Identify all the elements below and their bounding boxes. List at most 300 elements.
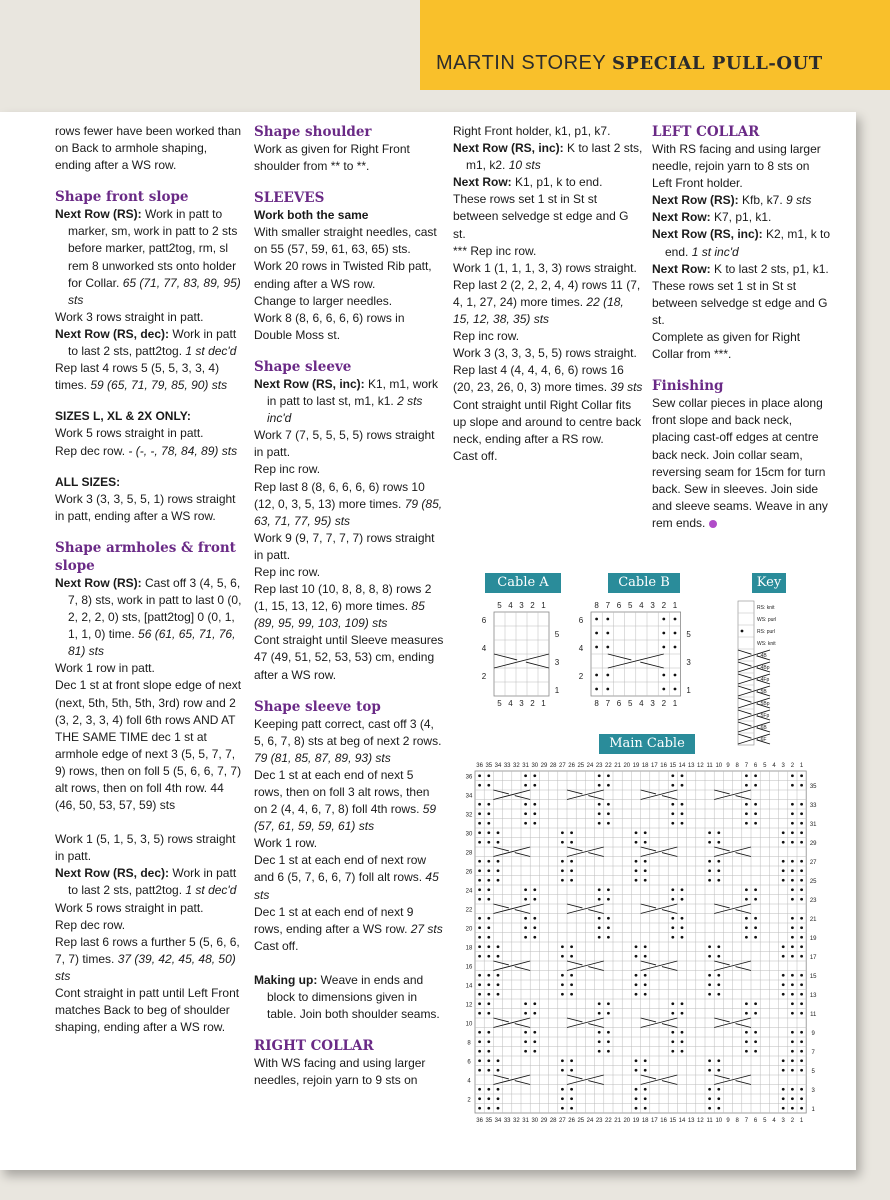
cable-a-column-number: 3 [519,601,524,610]
main-cable-purl-dot [570,879,573,882]
stitch-count: 2 sts inc'd [267,394,423,426]
main-cable-purl-dot [607,1040,610,1043]
sub-heading: SIZES L, XL & 2X ONLY: [55,409,191,424]
main-cable-purl-dot [800,1050,803,1053]
main-cable-purl-dot [635,869,638,872]
main-cable-purl-dot [800,955,803,958]
main-cable-purl-dot [782,860,785,863]
key-symbol-label: C5B [757,689,767,695]
main-cable-row-number: 32 [465,812,473,819]
main-cable-purl-dot [708,1088,711,1091]
main-cable-purl-dot [533,888,536,891]
stitch-count: 22 (18, 15, 12, 38, 35) sts [453,294,624,327]
main-cable-purl-dot [497,831,500,834]
main-cable-purl-dot [681,822,684,825]
main-cable-column-number: 29 [540,1118,548,1124]
main-cable-purl-dot [561,974,564,977]
main-cable-purl-dot [754,898,757,901]
main-cable-purl-dot [487,945,490,948]
instruction-label: Next Row (RS): [55,207,142,222]
main-cable-purl-dot [791,983,794,986]
main-cable-purl-dot [671,926,674,929]
main-cable-purl-dot [598,936,601,939]
main-cable-purl-dot [791,1088,794,1091]
instruction-body: Cast off. [453,448,498,463]
main-cable-purl-dot [524,888,527,891]
cable-b-column-number: 2 [661,699,667,708]
cable-b-column-number: 8 [594,699,599,708]
main-cable-purl-dot [800,936,803,939]
main-cable-purl-dot [791,1059,794,1062]
main-cable-purl-dot [635,879,638,882]
instruction-label: Next Row: [453,175,512,190]
main-cable-column-number: 18 [641,1118,649,1124]
main-cable-purl-dot [754,774,757,777]
cable-a-label: Cable A [485,573,561,593]
main-cable-purl-dot [635,1059,638,1062]
main-cable-purl-dot [497,1107,500,1110]
instruction-body: Rep last 4 (4, 4, 4, 6, 6) rows 16 (20, 23, 26, 0, 3) more times. [453,363,624,395]
main-cable-purl-dot [533,1040,536,1043]
main-cable-purl-dot [791,879,794,882]
main-cable-row-number: 31 [809,822,817,829]
main-cable-row-number: 5 [811,1069,815,1076]
main-cable-purl-dot [800,993,803,996]
main-cable-purl-dot [533,1012,536,1015]
main-cable-row-number: 13 [809,993,817,1000]
main-cable-row-number: 30 [465,831,473,838]
main-cable-column-number: 12 [697,763,704,769]
main-cable-purl-dot [487,888,490,891]
main-cable-column-number: 34 [494,763,502,769]
stitch-count: 1 st inc'd [691,244,739,259]
cable-b-label: Cable B [608,573,680,593]
main-cable-purl-dot [561,1059,564,1062]
main-cable-column-number: 35 [485,1118,493,1124]
main-cable-purl-dot [478,1107,481,1110]
main-cable-purl-dot [561,860,564,863]
main-cable-column-number: 6 [753,763,758,769]
key-symbol-label: C5Fp [757,713,770,719]
main-cable-purl-dot [607,803,610,806]
main-cable-purl-dot [708,831,711,834]
main-cable-row-number: 20 [465,926,473,933]
key-symbol-label: C4Bp [757,665,770,671]
main-cable-column-number: 31 [522,1118,529,1124]
key-symbol-label: C4Fp [757,677,770,683]
cable-a-column-number: 3 [519,699,524,708]
main-cable-purl-dot [671,917,674,920]
main-cable-purl-dot [754,1002,757,1005]
cable-b-row-number: 4 [578,644,584,654]
main-cable-column-number: 18 [641,763,649,769]
stitch-count: 56 (61, 65, 71, 76, 81) sts [68,627,236,659]
main-cable-purl-dot [607,1050,610,1053]
instruction-body: With WS facing and using larger needles, rejoin yarn to 9 sts on [254,1056,426,1088]
instruction-label: Next Row (RS, dec): [55,866,170,881]
main-cable-purl-dot [800,841,803,844]
cable-b-column-number: 8 [594,601,599,610]
main-cable-column-number: 24 [586,1118,594,1124]
main-cable-purl-dot [524,917,527,920]
cable-b-purl-dot [595,674,598,677]
cable-b-purl-dot [606,632,609,635]
main-cable-purl-dot [497,1069,500,1072]
main-cable-column-number: 5 [763,1118,767,1124]
main-cable-column-number: 3 [781,1118,785,1124]
main-cable-purl-dot [487,1097,490,1100]
main-cable-purl-dot [782,879,785,882]
key-symbol-label: C4B [757,653,767,659]
main-cable-purl-dot [561,841,564,844]
main-cable-purl-dot [800,1088,803,1091]
main-cable-purl-dot [487,822,490,825]
instruction-label: Next Row (RS, dec): [55,326,170,341]
main-cable-purl-dot [570,1097,573,1100]
main-cable-column-number: 17 [651,763,658,769]
main-cable-purl-dot [607,812,610,815]
main-cable-purl-dot [745,1050,748,1053]
main-cable-column-number: 8 [735,763,739,769]
main-cable-purl-dot [754,936,757,939]
main-cable-purl-dot [791,1069,794,1072]
main-cable-column-number: 10 [715,1118,723,1124]
main-cable-purl-dot [561,945,564,948]
instruction-body: K to last 2 sts, m1, k2. [466,141,643,173]
instruction-body: Change to larger needles. [254,293,393,308]
instruction-body: Work 20 rows in Twisted Rib patt, ending after a WS row. [254,259,432,291]
main-cable-purl-dot [487,803,490,806]
main-cable-row-number: 4 [467,1078,471,1085]
main-cable-purl-dot [717,1059,720,1062]
main-cable-purl-dot [791,1097,794,1100]
main-cable-purl-dot [644,879,647,882]
main-cable-purl-dot [708,945,711,948]
instruction-body: Work in patt to marker, sm, work in patt to 2 sts before marker, patt2tog, rm, sl rem 8 unworked sts onto holder for Collar. [68,207,238,290]
main-cable-purl-dot [671,812,674,815]
main-cable-purl-dot [607,1002,610,1005]
main-cable-purl-dot [570,955,573,958]
cable-b-purl-dot [606,674,609,677]
section-heading: Shape armholes & front slope [55,539,236,574]
instruction-body: Rep last 2 (2, 2, 2, 4, 4) rows 11 (7, 4, 1, 27, 24) more times. [453,277,641,309]
main-cable-purl-dot [570,945,573,948]
main-cable-purl-dot [800,917,803,920]
main-cable-purl-dot [598,1012,601,1015]
main-cable-purl-dot [561,1088,564,1091]
main-cable-label: Main Cable [599,734,695,754]
main-cable-purl-dot [800,1002,803,1005]
main-cable-purl-dot [524,1012,527,1015]
main-cable-purl-dot [800,803,803,806]
main-cable-purl-dot [717,983,720,986]
main-cable-purl-dot [754,1031,757,1034]
main-cable-column-number: 11 [706,763,713,769]
main-cable-purl-dot [800,812,803,815]
instruction-body: Rep dec row. [55,443,129,458]
main-cable-column-number: 30 [531,1118,539,1124]
cable-b-row-number: 6 [578,616,584,626]
main-cable-purl-dot [800,945,803,948]
main-cable-purl-dot [524,898,527,901]
section-heading: SLEEVES [254,190,325,207]
main-cable-purl-dot [754,1040,757,1043]
main-cable-purl-dot [791,1040,794,1043]
main-cable-column-number: 16 [660,1118,667,1124]
main-cable-purl-dot [570,841,573,844]
main-cable-purl-dot [644,1069,647,1072]
main-cable-purl-dot [478,898,481,901]
main-cable-purl-dot [791,936,794,939]
cable-b-purl-dot [674,688,677,691]
main-cable-purl-dot [533,812,536,815]
main-cable-row-number: 14 [465,983,473,990]
main-cable-purl-dot [791,774,794,777]
instruction-label: Next Row (RS, inc): [453,141,564,156]
main-cable-column-number: 25 [577,1118,585,1124]
instruction-label: Next Row (RS, inc): [254,376,365,391]
main-cable-purl-dot [478,774,481,777]
main-cable-row-number: 33 [809,803,817,810]
main-cable-column-number: 4 [772,1118,776,1124]
main-cable-purl-dot [635,993,638,996]
main-cable-column-number: 13 [687,763,695,769]
cable-b-column-number: 5 [627,601,633,610]
main-cable-row-number: 15 [809,974,817,981]
main-cable-purl-dot [607,1031,610,1034]
main-cable-purl-dot [745,888,748,891]
main-cable-purl-dot [708,993,711,996]
main-cable-purl-dot [524,1050,527,1053]
main-cable-purl-dot [561,1097,564,1100]
main-cable-purl-dot [717,1088,720,1091]
instruction-body: Rep last 10 (10, 8, 8, 8, 8) rows 2 (1, 15, 13, 12, 6) more times. [254,582,432,614]
main-cable-column-number: 14 [678,763,686,769]
main-cable-column-number: 24 [586,763,594,769]
cable-b-purl-dot [662,688,665,691]
main-cable-purl-dot [478,1050,481,1053]
main-cable-column-number: 32 [513,763,520,769]
main-cable-purl-dot [791,1107,794,1110]
instruction-body: Cont straight in patt until Left Front matches Back to beg of shoulder shaping, ending after a WS row. [55,986,240,1035]
main-cable-purl-dot [497,841,500,844]
cable-b-column-number: 3 [650,601,655,610]
main-cable-purl-dot [745,1012,748,1015]
main-cable-purl-dot [598,812,601,815]
main-cable-purl-dot [791,1050,794,1053]
main-cable-row-number: 26 [465,869,473,876]
cable-a-column-number: 4 [508,699,513,708]
key-symbol-label: RS: purl [757,629,776,635]
stitch-count: 79 (81, 85, 87, 89, 93) sts [254,750,391,765]
main-cable-purl-dot [533,822,536,825]
cable-b-column-number: 7 [605,601,611,610]
instruction-label: Making up: [254,972,318,987]
cable-b-purl-dot [595,618,598,621]
main-cable-column-number: 3 [781,763,785,769]
main-cable-purl-dot [533,1050,536,1053]
main-cable-purl-dot [671,822,674,825]
main-cable-purl-dot [644,945,647,948]
main-cable-row-number: 7 [811,1050,815,1057]
main-cable-purl-dot [791,974,794,977]
main-cable-purl-dot [561,1069,564,1072]
main-cable-purl-dot [671,936,674,939]
main-cable-purl-dot [598,917,601,920]
main-cable-purl-dot [800,1012,803,1015]
main-cable-purl-dot [598,822,601,825]
key-symbol-label: C5Bp [757,701,770,707]
instruction-body: K1, m1, work in patt to last st, m1, k1. [267,376,439,409]
instruction-body: Rep last 6 rows a further 5 (5, 6, 6, 7, 7) times. [55,934,240,966]
key-label: Key [752,573,786,593]
main-cable-purl-dot [478,831,481,834]
main-cable-purl-dot [478,860,481,863]
instruction-body: Work 3 (3, 3, 5, 5, 1) rows straight in patt, ending after a WS row. [55,491,236,523]
main-cable-purl-dot [533,1002,536,1005]
key-symbol-label: RS: knit [757,605,775,611]
main-cable-column-number: 36 [476,763,483,769]
instruction-body: K7, p1, k1. [710,210,772,225]
cable-b-purl-dot [606,618,609,621]
main-cable-purl-dot [745,1031,748,1034]
main-cable-purl-dot [754,1012,757,1015]
instruction-body: rows fewer have been worked than on Back to armhole shaping, ending after a WS row. [55,124,242,173]
stitch-count: 10 sts [508,158,541,173]
main-cable-purl-dot [671,888,674,891]
main-cable-purl-dot [635,1069,638,1072]
instruction-label: Next Row: [652,261,711,276]
main-cable-purl-dot [782,869,785,872]
banner-subtitle: SPECIAL PULL-OUT [611,53,823,74]
main-cable-purl-dot [791,1002,794,1005]
main-cable-purl-dot [478,822,481,825]
main-cable-purl-dot [570,1069,573,1072]
main-cable-purl-dot [487,926,490,929]
main-cable-column-number: 21 [614,763,621,769]
main-cable-purl-dot [644,1088,647,1091]
instruction-body: Work 1 (5, 1, 5, 3, 5) rows straight in patt. [55,832,236,864]
main-cable-purl-dot [497,879,500,882]
main-cable-purl-dot [791,1012,794,1015]
main-cable-purl-dot [708,1069,711,1072]
main-cable-purl-dot [487,1031,490,1034]
cable-a-row-number: 4 [481,644,487,654]
main-cable-purl-dot [681,1031,684,1034]
cable-a-column-number: 1 [541,601,546,610]
main-cable-purl-dot [487,841,490,844]
instruction-body: Work 5 rows straight in patt. [55,900,204,915]
main-cable-purl-dot [478,812,481,815]
main-cable-purl-dot [644,974,647,977]
main-cable-purl-dot [791,945,794,948]
key-symbol-label: C6B [757,725,767,731]
instruction-body: Work in patt to last 2 sts, patt2tog. [68,326,237,359]
main-cable-purl-dot [708,879,711,882]
main-cable-purl-dot [570,974,573,977]
instruction-body: Dec 1 st at each end of next 5 rows, then on foll 3 alt rows, then on 2 (4, 4, 6, 7, 8) foll 4th rows. [254,767,430,817]
main-cable-purl-dot [598,1002,601,1005]
cable-a-row-number: 6 [481,616,487,626]
main-cable-purl-dot [708,983,711,986]
main-cable-column-number: 8 [735,1118,739,1124]
instruction-body: Work 8 (8, 6, 6, 6, 6) rows in Double Moss st. [254,310,405,342]
main-cable-purl-dot [782,1069,785,1072]
banner-author: MARTIN STOREY [436,52,606,74]
main-cable-purl-dot [478,945,481,948]
main-cable-purl-dot [671,1040,674,1043]
main-cable-purl-dot [533,917,536,920]
main-cable-purl-dot [497,1088,500,1091]
main-cable-purl-dot [561,869,564,872]
main-cable-purl-dot [487,879,490,882]
main-cable-purl-dot [635,860,638,863]
main-cable-purl-dot [681,784,684,787]
main-cable-purl-dot [487,1107,490,1110]
main-cable-column-number: 28 [549,1118,557,1124]
instruction-body: Weave in ends and block to dimensions given in table. Join both shoulder seams. [267,972,440,1022]
main-cable-purl-dot [487,869,490,872]
cable-b-row-number: 2 [578,672,584,682]
main-cable-purl-dot [487,1002,490,1005]
main-cable-purl-dot [524,803,527,806]
main-cable-purl-dot [717,1097,720,1100]
main-cable-purl-dot [800,774,803,777]
main-cable-row-number: 1 [811,1107,815,1114]
main-cable-purl-dot [717,1069,720,1072]
instruction-body: Cont straight until Right Collar fits up slope and around to centre back neck, ending after a RS row. [453,397,642,446]
main-cable-purl-dot [533,774,536,777]
main-cable-purl-dot [745,812,748,815]
main-cable-purl-dot [671,784,674,787]
instruction-label: Next Row: [652,210,711,225]
main-cable-purl-dot [497,993,500,996]
main-cable-purl-dot [717,974,720,977]
main-cable-row-number: 10 [465,1021,473,1028]
main-cable-purl-dot [717,841,720,844]
instruction-body: Cast off 3 (4, 5, 6, 7, 8) sts, work in patt to last 0 (0, 2, 2, 2, 0) sts, [patt2tog] 0 (0, 1, 1, 1, 0) time. [68,575,242,642]
main-cable-purl-dot [644,955,647,958]
main-cable-row-number: 12 [465,1002,473,1009]
main-cable-purl-dot [497,860,500,863]
main-cable-purl-dot [717,945,720,948]
main-cable-purl-dot [497,974,500,977]
cable-a-row-number: 1 [554,686,560,696]
main-cable-column-number: 15 [669,763,677,769]
main-cable-purl-dot [644,860,647,863]
main-cable-purl-dot [800,860,803,863]
key-symbol-label: WS: purl [757,617,777,623]
main-cable-purl-dot [745,803,748,806]
main-cable-purl-dot [644,1107,647,1110]
main-cable-row-number: 24 [465,888,473,895]
main-cable-row-number: 6 [467,1059,471,1066]
main-cable-row-number: 34 [465,793,473,800]
main-cable-purl-dot [497,869,500,872]
instruction-body: Rep inc row. [254,462,321,477]
main-cable-purl-dot [497,1097,500,1100]
main-cable-purl-dot [478,1097,481,1100]
main-cable-purl-dot [717,831,720,834]
cable-b-row-number: 1 [686,686,691,696]
main-cable-purl-dot [800,1107,803,1110]
main-cable-purl-dot [708,1059,711,1062]
main-cable-purl-dot [717,993,720,996]
main-cable-purl-dot [745,774,748,777]
cable-b-purl-dot [606,646,609,649]
main-cable-purl-dot [681,917,684,920]
main-cable-purl-dot [671,1050,674,1053]
